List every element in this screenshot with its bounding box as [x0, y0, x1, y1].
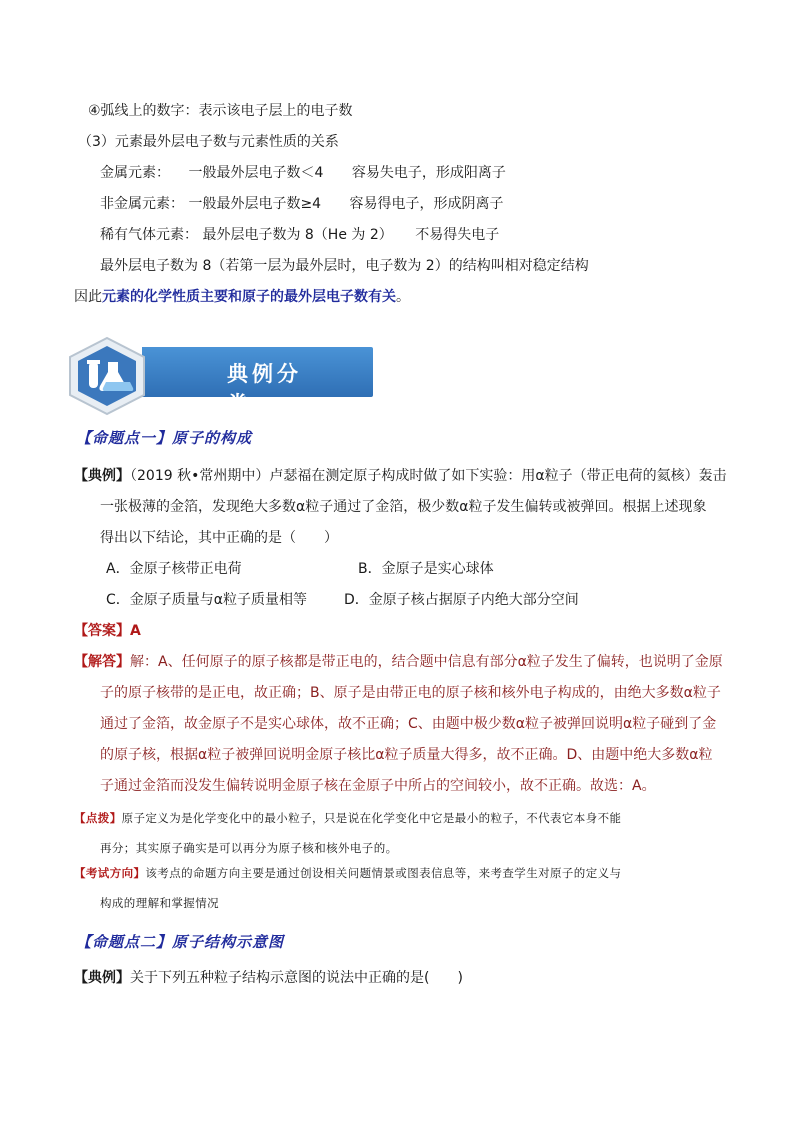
tip-text-1: 原子定义为是化学变化中的最小粒子，只是说在化学变化中它是最小的粒子，不代表它本身不能	[121, 811, 622, 825]
option-a: A．金原子核带正电荷	[106, 561, 242, 577]
point1-question-line-1	[74, 466, 727, 486]
section-banner	[62, 336, 322, 416]
example-tag: 【典例】	[74, 468, 130, 484]
point2-title: 【命题点二】原子结构示意图	[76, 933, 285, 951]
flask-icon	[62, 336, 152, 416]
tip-tag: 【点拨】	[74, 811, 122, 825]
noble-effect: 不易得失电子	[415, 227, 500, 243]
answer-value: A	[130, 623, 141, 639]
tip-line-1	[74, 808, 621, 828]
metal-label: 金属元素：	[100, 165, 170, 181]
noble-row	[100, 225, 499, 245]
metal-row	[100, 163, 506, 183]
option-b: B．金原子是实心球体	[358, 561, 494, 577]
exam-line-2: 构成的理解和掌握情况	[100, 896, 219, 910]
analysis-line-4: 的原子核，根据α粒子被弹回说明金原子核比α粒子质量大得多，故不正确。D、由题中绝大多数α粒	[100, 747, 713, 763]
nonmetal-rule: 一般最外层电子数≥4	[188, 196, 322, 212]
option-d: D．金原子核占据原子内绝大部分空间	[344, 592, 579, 608]
exam-line-1	[74, 863, 621, 883]
conclusion-suffix: 。	[396, 289, 410, 305]
conclusion-emphasis: 元素的化学性质主要和原子的最外层电子数有关	[102, 289, 396, 305]
tip-line-2: 再分；其实原子确实是可以再分为原子核和核外电子的。	[100, 841, 398, 855]
conclusion	[74, 287, 410, 307]
metal-rule: 一般最外层电子数＜4	[188, 165, 324, 181]
exam-tag: 【考试方向】	[74, 866, 146, 880]
point2-question-text: 关于下列五种粒子结构示意图的说法中正确的是( )	[130, 970, 463, 986]
point2-question	[74, 968, 463, 988]
answer-tag: 【答案】	[74, 623, 130, 639]
point2-example-tag: 【典例】	[74, 970, 130, 986]
nonmetal-row	[100, 194, 504, 214]
analysis-text-1: 解：A、任何原子的原子核都是带正电的，结合题中信息有部分α粒子发生了偏转，也说明了金原	[130, 654, 723, 670]
item-4-text: ④弧线上的数字：表示该电子层上的电子数	[88, 103, 353, 119]
stable-structure-text: 最外层电子数为 8（若第一层为最外层时，电子数为 2）的结构叫相对稳定结构	[100, 258, 589, 274]
banner-title: 典例分类	[227, 361, 302, 416]
analysis-line-5: 子通过金箔而没发生偏转说明金原子核在金原子中所占的空间较小，故不正确。故选：A。	[100, 778, 656, 794]
subheading-3: （3）元素最外层电子数与元素性质的关系	[78, 134, 339, 150]
point1-question-line-2: 一张极薄的金箔，发现绝大多数α粒子通过了金箔，极少数α粒子发生偏转或被弹回。根据上述现象	[100, 499, 707, 515]
analysis-line-2: 子的原子核带的是正电，故正确；B、原子是由带正电的原子核和核外电子构成的，由绝大多数α粒子	[100, 685, 721, 701]
conclusion-prefix: 因此	[74, 289, 102, 305]
analysis-tag: 【解答】	[74, 654, 130, 670]
answer-row	[74, 621, 141, 641]
analysis-line-1	[74, 652, 723, 672]
analysis-line-3: 通过了金箔，故金原子不是实心球体，故不正确；C、由题中极少数α粒子被弹回说明α粒子碰到了金	[100, 716, 717, 732]
option-c: C．金原子质量与α粒子质量相等	[106, 592, 308, 608]
point1-question-line-3: 得出以下结论，其中正确的是（ ）	[100, 530, 338, 546]
metal-effect: 容易失电子，形成阳离子	[351, 165, 506, 181]
noble-label: 稀有气体元素：	[100, 227, 198, 243]
exam-text-1: 该考点的命题方向主要是通过创设相关问题情景或图表信息等，来考查学生对原子的定义与	[145, 866, 622, 880]
point1-title: 【命题点一】原子的构成	[76, 429, 253, 447]
noble-rule: 最外层电子数为 8（He 为 2）	[202, 227, 393, 243]
question-text-1: （2019 秋•常州期中）卢瑟福在测定原子构成时做了如下实验：用α粒子（带正电荷的氦核）轰击	[130, 468, 727, 484]
nonmetal-effect: 容易得电子，形成阴离子	[349, 196, 504, 212]
nonmetal-label: 非金属元素：	[100, 196, 184, 212]
